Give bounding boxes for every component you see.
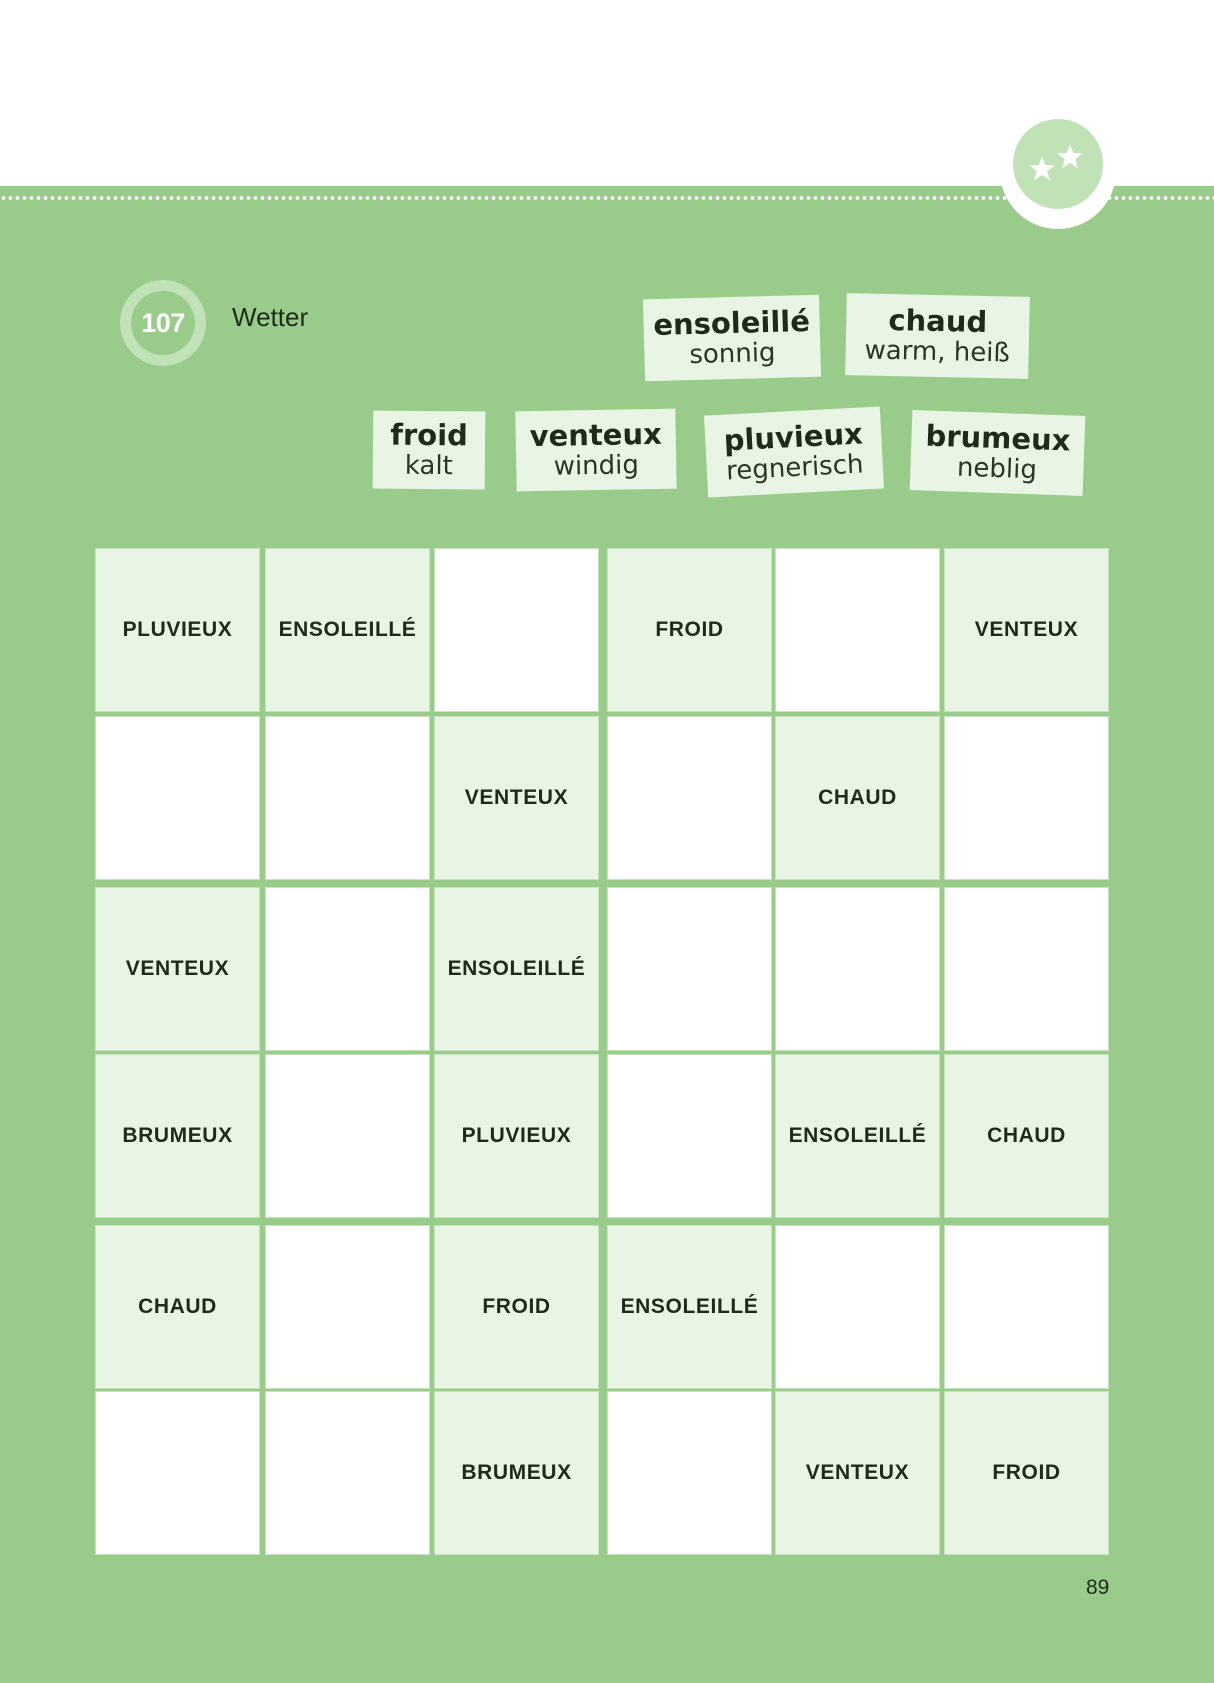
grid-cell-empty[interactable] — [775, 548, 940, 712]
vocab-card-brumeux — [910, 410, 1086, 496]
vocab-german: windig — [553, 449, 640, 482]
grid-cell-given: ENSOLEILLÉ — [775, 1054, 940, 1218]
grid-cell-empty[interactable] — [944, 716, 1109, 880]
puzzle-title: Wetter — [232, 302, 309, 332]
difficulty-stars — [1013, 119, 1103, 209]
grid-cell-empty[interactable] — [607, 887, 772, 1051]
grid-cell-given: ENSOLEILLÉ — [434, 887, 599, 1051]
grid-cell-given: ENSOLEILLÉ — [265, 548, 430, 712]
grid-cell-given: CHAUD — [944, 1054, 1109, 1218]
grid-cell-given: CHAUD — [775, 716, 940, 880]
puzzle-number-badge — [120, 280, 206, 366]
grid-cell-empty[interactable] — [607, 1391, 772, 1555]
grid-cell-empty[interactable] — [607, 716, 772, 880]
puzzle-number: 107 — [131, 291, 195, 355]
sudoku-grid — [95, 548, 1111, 1558]
grid-cell-empty[interactable] — [434, 548, 599, 712]
grid-cell-given: VENTEUX — [95, 887, 260, 1051]
vocab-card-venteux — [515, 409, 676, 492]
grid-cell-empty[interactable] — [265, 887, 430, 1051]
grid-cell-empty[interactable] — [944, 1225, 1109, 1389]
grid-cell-given: VENTEUX — [944, 548, 1109, 712]
grid-cell-given: FROID — [434, 1225, 599, 1389]
grid-cell-empty[interactable] — [265, 1391, 430, 1555]
vocab-card-froid — [373, 411, 486, 490]
grid-cell-empty[interactable] — [95, 1391, 260, 1555]
grid-cell-given: VENTEUX — [775, 1391, 940, 1555]
vocab-french: chaud — [888, 303, 988, 340]
grid-cell-given: CHAUD — [95, 1225, 260, 1389]
vocab-german: regnerisch — [725, 449, 865, 487]
vocab-card-chaud — [845, 293, 1030, 379]
vocab-card-ensoleille — [643, 295, 821, 382]
vocab-german: kalt — [404, 450, 453, 481]
vocab-french: brumeux — [924, 418, 1072, 458]
vocab-german: warm, heiß — [864, 335, 1011, 369]
grid-cell-empty[interactable] — [944, 887, 1109, 1051]
grid-cell-given: ENSOLEILLÉ — [607, 1225, 772, 1389]
vocab-french: venteux — [529, 417, 663, 454]
vocab-german: sonnig — [688, 337, 776, 370]
grid-cell-given: FROID — [607, 548, 772, 712]
grid-cell-given: FROID — [944, 1391, 1109, 1555]
page-number: 89 — [1086, 1576, 1110, 1599]
grid-cell-empty[interactable] — [775, 887, 940, 1051]
vocab-french: froid — [390, 417, 469, 453]
grid-cell-given: BRUMEUX — [95, 1054, 260, 1218]
grid-cell-given: PLUVIEUX — [95, 548, 260, 712]
grid-cell-empty[interactable] — [607, 1054, 772, 1218]
star-icon — [1026, 142, 1090, 186]
grid-cell-given: BRUMEUX — [434, 1391, 599, 1555]
vocab-card-pluvieux — [704, 406, 884, 497]
grid-cell-given: VENTEUX — [434, 716, 599, 880]
grid-cell-empty[interactable] — [265, 716, 430, 880]
grid-cell-empty[interactable] — [775, 1225, 940, 1389]
grid-cell-empty[interactable] — [265, 1225, 430, 1389]
grid-cell-empty[interactable] — [265, 1054, 430, 1218]
vocab-german: neblig — [956, 452, 1038, 485]
grid-cell-empty[interactable] — [95, 716, 260, 880]
grid-cell-given: PLUVIEUX — [434, 1054, 599, 1218]
vocab-french: ensoleillé — [652, 304, 811, 343]
vocab-french: pluvieux — [722, 416, 864, 458]
